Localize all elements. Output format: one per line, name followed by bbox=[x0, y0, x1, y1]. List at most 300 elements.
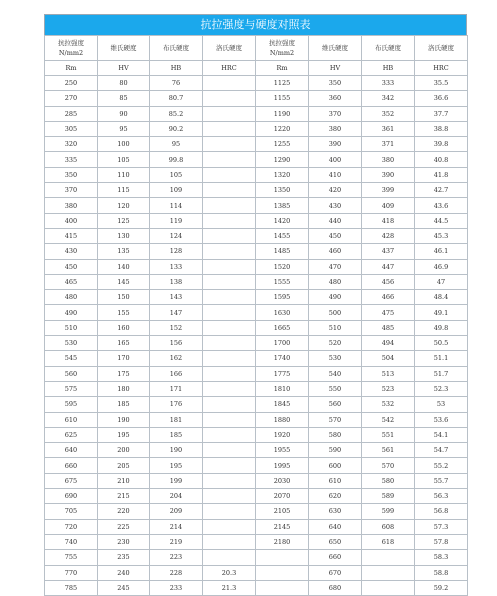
hardness-table-sheet bbox=[44, 14, 467, 596]
vickers-cell: 185 bbox=[98, 397, 150, 412]
vickers-cell: 610 bbox=[309, 473, 362, 488]
brinell-cell: 219 bbox=[150, 534, 203, 549]
brinell-cell: 437 bbox=[362, 244, 415, 259]
rockwell-cell: 40.8 bbox=[415, 152, 468, 167]
table-row bbox=[45, 121, 468, 136]
brinell-cell: 138 bbox=[150, 274, 203, 289]
rockwell-cell: 49.1 bbox=[415, 305, 468, 320]
brinell-cell: 390 bbox=[362, 167, 415, 182]
tensile-cell: 305 bbox=[45, 121, 98, 136]
table-row bbox=[45, 534, 468, 549]
header-brinell: 布氏硬度 bbox=[362, 36, 415, 61]
vickers-cell: 510 bbox=[309, 320, 362, 335]
tensile-cell: 610 bbox=[45, 412, 98, 427]
rockwell-cell: 51.7 bbox=[415, 366, 468, 381]
tensile-cell: 690 bbox=[45, 489, 98, 504]
rockwell-cell bbox=[203, 76, 256, 91]
vickers-cell: 550 bbox=[309, 381, 362, 396]
tensile-cell: 785 bbox=[45, 580, 98, 595]
vickers-cell: 150 bbox=[98, 290, 150, 305]
brinell-cell: 166 bbox=[150, 366, 203, 381]
brinell-cell: 513 bbox=[362, 366, 415, 381]
brinell-cell: 143 bbox=[150, 290, 203, 305]
tensile-cell: 380 bbox=[45, 198, 98, 213]
rockwell-cell: 53 bbox=[415, 397, 468, 412]
rockwell-cell bbox=[203, 121, 256, 136]
vickers-cell: 200 bbox=[98, 443, 150, 458]
tensile-cell: 270 bbox=[45, 91, 98, 106]
brinell-cell: 85.2 bbox=[150, 106, 203, 121]
rockwell-cell bbox=[203, 305, 256, 320]
rockwell-cell: 47 bbox=[415, 274, 468, 289]
brinell-cell: 418 bbox=[362, 213, 415, 228]
vickers-cell: 155 bbox=[98, 305, 150, 320]
brinell-cell: 199 bbox=[150, 473, 203, 488]
table-row bbox=[45, 228, 468, 243]
rockwell-cell: 36.6 bbox=[415, 91, 468, 106]
rockwell-cell bbox=[203, 381, 256, 396]
tensile-cell: 350 bbox=[45, 167, 98, 182]
rockwell-cell bbox=[203, 489, 256, 504]
tensile-cell: 2105 bbox=[256, 504, 309, 519]
brinell-cell: 185 bbox=[150, 427, 203, 442]
table-row bbox=[45, 473, 468, 488]
tensile-cell: 1420 bbox=[256, 213, 309, 228]
table-row bbox=[45, 274, 468, 289]
tensile-cell: 660 bbox=[45, 458, 98, 473]
header-tensile: 抗拉强度 N/mm2 bbox=[45, 36, 98, 61]
rockwell-cell: 51.1 bbox=[415, 351, 468, 366]
vickers-cell: 470 bbox=[309, 259, 362, 274]
brinell-cell: 608 bbox=[362, 519, 415, 534]
vickers-cell: 120 bbox=[98, 198, 150, 213]
brinell-cell: 133 bbox=[150, 259, 203, 274]
tensile-cell: 1920 bbox=[256, 427, 309, 442]
rockwell-cell: 46.9 bbox=[415, 259, 468, 274]
vickers-cell: 350 bbox=[309, 76, 362, 91]
tensile-cell: 1190 bbox=[256, 106, 309, 121]
rockwell-cell: 59.2 bbox=[415, 580, 468, 595]
tensile-cell bbox=[256, 580, 309, 595]
rockwell-cell bbox=[203, 336, 256, 351]
tensile-cell: 1665 bbox=[256, 320, 309, 335]
header-brinell: 布氏硬度 bbox=[150, 36, 203, 61]
tensile-cell: 1220 bbox=[256, 121, 309, 136]
rockwell-cell bbox=[203, 550, 256, 565]
rockwell-cell bbox=[203, 519, 256, 534]
vickers-cell: 215 bbox=[98, 489, 150, 504]
vickers-cell: 240 bbox=[98, 565, 150, 580]
vickers-cell: 195 bbox=[98, 427, 150, 442]
header-rockwell: 洛氏硬度 bbox=[415, 36, 468, 61]
rockwell-cell: 52.3 bbox=[415, 381, 468, 396]
rockwell-cell: 48.4 bbox=[415, 290, 468, 305]
vickers-cell: 95 bbox=[98, 121, 150, 136]
rockwell-cell bbox=[203, 91, 256, 106]
rockwell-cell bbox=[203, 534, 256, 549]
vickers-cell: 160 bbox=[98, 320, 150, 335]
table-row bbox=[45, 381, 468, 396]
tensile-cell: 1520 bbox=[256, 259, 309, 274]
brinell-cell: 214 bbox=[150, 519, 203, 534]
tensile-cell: 400 bbox=[45, 213, 98, 228]
table-row bbox=[45, 580, 468, 595]
tensile-cell: 595 bbox=[45, 397, 98, 412]
table-title: 抗拉强度与硬度对照表 bbox=[44, 14, 467, 35]
rockwell-cell bbox=[203, 274, 256, 289]
tensile-cell: 1255 bbox=[256, 137, 309, 152]
tensile-cell: 1485 bbox=[256, 244, 309, 259]
vickers-cell: 480 bbox=[309, 274, 362, 289]
tensile-cell: 1880 bbox=[256, 412, 309, 427]
brinell-cell bbox=[362, 580, 415, 595]
brinell-cell: 156 bbox=[150, 336, 203, 351]
rockwell-cell bbox=[203, 244, 256, 259]
vickers-cell: 590 bbox=[309, 443, 362, 458]
tensile-cell: 285 bbox=[45, 106, 98, 121]
brinell-cell: 128 bbox=[150, 244, 203, 259]
vickers-cell: 640 bbox=[309, 519, 362, 534]
rockwell-cell: 57.8 bbox=[415, 534, 468, 549]
vickers-cell: 440 bbox=[309, 213, 362, 228]
vickers-cell: 540 bbox=[309, 366, 362, 381]
brinell-cell: 119 bbox=[150, 213, 203, 228]
tensile-cell: 1455 bbox=[256, 228, 309, 243]
brinell-cell: 99.8 bbox=[150, 152, 203, 167]
rockwell-cell: 58.3 bbox=[415, 550, 468, 565]
vickers-cell: 235 bbox=[98, 550, 150, 565]
brinell-cell: 466 bbox=[362, 290, 415, 305]
tensile-cell: 530 bbox=[45, 336, 98, 351]
tensile-cell: 2145 bbox=[256, 519, 309, 534]
table-row bbox=[45, 305, 468, 320]
table-row bbox=[45, 504, 468, 519]
brinell-cell: 504 bbox=[362, 351, 415, 366]
table-row bbox=[45, 290, 468, 305]
brinell-cell: 485 bbox=[362, 320, 415, 335]
vickers-cell: 680 bbox=[309, 580, 362, 595]
brinell-cell: 333 bbox=[362, 76, 415, 91]
vickers-cell: 175 bbox=[98, 366, 150, 381]
rockwell-cell: 37.7 bbox=[415, 106, 468, 121]
brinell-cell: 380 bbox=[362, 152, 415, 167]
brinell-cell: 105 bbox=[150, 167, 203, 182]
tensile-cell: 1740 bbox=[256, 351, 309, 366]
units-row bbox=[45, 61, 468, 76]
tensile-cell: 1775 bbox=[256, 366, 309, 381]
vickers-cell: 420 bbox=[309, 183, 362, 198]
vickers-cell: 100 bbox=[98, 137, 150, 152]
header-vickers: 维氏硬度 bbox=[309, 36, 362, 61]
rockwell-cell bbox=[203, 504, 256, 519]
rockwell-cell bbox=[203, 259, 256, 274]
rockwell-cell bbox=[203, 213, 256, 228]
brinell-cell: 580 bbox=[362, 473, 415, 488]
vickers-cell: 600 bbox=[309, 458, 362, 473]
table-row bbox=[45, 320, 468, 335]
rockwell-cell: 56.3 bbox=[415, 489, 468, 504]
table-row bbox=[45, 183, 468, 198]
brinell-cell: 561 bbox=[362, 443, 415, 458]
vickers-cell: 630 bbox=[309, 504, 362, 519]
brinell-cell: 114 bbox=[150, 198, 203, 213]
rockwell-cell: 46.1 bbox=[415, 244, 468, 259]
tensile-cell: 320 bbox=[45, 137, 98, 152]
vickers-cell: 210 bbox=[98, 473, 150, 488]
brinell-cell: 76 bbox=[150, 76, 203, 91]
tensile-cell: 480 bbox=[45, 290, 98, 305]
unit-hb: HB bbox=[150, 61, 203, 76]
tensile-cell: 1810 bbox=[256, 381, 309, 396]
vickers-cell: 130 bbox=[98, 228, 150, 243]
rockwell-cell: 20.3 bbox=[203, 565, 256, 580]
table-row bbox=[45, 106, 468, 121]
brinell-cell: 171 bbox=[150, 381, 203, 396]
rockwell-cell: 38.8 bbox=[415, 121, 468, 136]
hardness-table bbox=[44, 35, 468, 596]
brinell-cell: 371 bbox=[362, 137, 415, 152]
tensile-cell: 1290 bbox=[256, 152, 309, 167]
brinell-cell: 342 bbox=[362, 91, 415, 106]
vickers-cell: 85 bbox=[98, 91, 150, 106]
table-row bbox=[45, 397, 468, 412]
tensile-cell: 625 bbox=[45, 427, 98, 442]
brinell-cell: 204 bbox=[150, 489, 203, 504]
tensile-cell: 2070 bbox=[256, 489, 309, 504]
tensile-cell: 510 bbox=[45, 320, 98, 335]
unit-rm: Rm bbox=[45, 61, 98, 76]
rockwell-cell: 55.2 bbox=[415, 458, 468, 473]
rockwell-cell: 35.5 bbox=[415, 76, 468, 91]
vickers-cell: 110 bbox=[98, 167, 150, 182]
rockwell-cell bbox=[203, 198, 256, 213]
tensile-cell: 770 bbox=[45, 565, 98, 580]
brinell-cell: 447 bbox=[362, 259, 415, 274]
brinell-cell: 352 bbox=[362, 106, 415, 121]
rockwell-cell: 49.8 bbox=[415, 320, 468, 335]
rockwell-cell: 45.3 bbox=[415, 228, 468, 243]
rockwell-cell bbox=[203, 320, 256, 335]
table-row bbox=[45, 351, 468, 366]
table-row bbox=[45, 167, 468, 182]
rockwell-cell bbox=[203, 137, 256, 152]
table-row bbox=[45, 259, 468, 274]
vickers-cell: 245 bbox=[98, 580, 150, 595]
vickers-cell: 370 bbox=[309, 106, 362, 121]
unit-rm: Rm bbox=[256, 61, 309, 76]
vickers-cell: 580 bbox=[309, 427, 362, 442]
rockwell-cell: 54.1 bbox=[415, 427, 468, 442]
unit-hb: HB bbox=[362, 61, 415, 76]
table-row bbox=[45, 244, 468, 259]
brinell-cell bbox=[362, 565, 415, 580]
tensile-cell: 1595 bbox=[256, 290, 309, 305]
rockwell-cell bbox=[203, 458, 256, 473]
vickers-cell: 135 bbox=[98, 244, 150, 259]
tensile-cell: 1845 bbox=[256, 397, 309, 412]
table-row bbox=[45, 137, 468, 152]
brinell-cell: 428 bbox=[362, 228, 415, 243]
brinell-cell: 95 bbox=[150, 137, 203, 152]
rockwell-cell bbox=[203, 427, 256, 442]
table-row bbox=[45, 550, 468, 565]
table-row bbox=[45, 427, 468, 442]
brinell-cell: 109 bbox=[150, 183, 203, 198]
rockwell-cell bbox=[203, 106, 256, 121]
tensile-cell bbox=[256, 550, 309, 565]
header-row bbox=[45, 36, 468, 61]
table-row bbox=[45, 213, 468, 228]
brinell-cell: 209 bbox=[150, 504, 203, 519]
rockwell-cell: 43.6 bbox=[415, 198, 468, 213]
vickers-cell: 520 bbox=[309, 336, 362, 351]
brinell-cell: 551 bbox=[362, 427, 415, 442]
rockwell-cell: 50.5 bbox=[415, 336, 468, 351]
brinell-cell: 475 bbox=[362, 305, 415, 320]
brinell-cell: 618 bbox=[362, 534, 415, 549]
header-tensile: 抗拉强度 N/mm2 bbox=[256, 36, 309, 61]
vickers-cell: 400 bbox=[309, 152, 362, 167]
vickers-cell: 190 bbox=[98, 412, 150, 427]
brinell-cell: 195 bbox=[150, 458, 203, 473]
table-row bbox=[45, 152, 468, 167]
brinell-cell: 190 bbox=[150, 443, 203, 458]
table-row bbox=[45, 336, 468, 351]
vickers-cell: 360 bbox=[309, 91, 362, 106]
brinell-cell: 124 bbox=[150, 228, 203, 243]
vickers-cell: 90 bbox=[98, 106, 150, 121]
rockwell-cell bbox=[203, 412, 256, 427]
vickers-cell: 180 bbox=[98, 381, 150, 396]
brinell-cell: 90.2 bbox=[150, 121, 203, 136]
tensile-cell: 335 bbox=[45, 152, 98, 167]
tensile-cell bbox=[256, 565, 309, 580]
vickers-cell: 80 bbox=[98, 76, 150, 91]
vickers-cell: 220 bbox=[98, 504, 150, 519]
tensile-cell: 1385 bbox=[256, 198, 309, 213]
unit-hv: HV bbox=[309, 61, 362, 76]
rockwell-cell bbox=[203, 152, 256, 167]
table-row bbox=[45, 458, 468, 473]
brinell-cell: 233 bbox=[150, 580, 203, 595]
tensile-cell: 675 bbox=[45, 473, 98, 488]
vickers-cell: 230 bbox=[98, 534, 150, 549]
rockwell-cell bbox=[203, 443, 256, 458]
tensile-cell: 560 bbox=[45, 366, 98, 381]
vickers-cell: 105 bbox=[98, 152, 150, 167]
vickers-cell: 570 bbox=[309, 412, 362, 427]
tensile-cell: 250 bbox=[45, 76, 98, 91]
vickers-cell: 620 bbox=[309, 489, 362, 504]
vickers-cell: 450 bbox=[309, 228, 362, 243]
tensile-cell: 1630 bbox=[256, 305, 309, 320]
tensile-cell: 1555 bbox=[256, 274, 309, 289]
tensile-cell: 415 bbox=[45, 228, 98, 243]
unit-hrc: HRC bbox=[203, 61, 256, 76]
vickers-cell: 145 bbox=[98, 274, 150, 289]
tensile-cell: 430 bbox=[45, 244, 98, 259]
rockwell-cell: 56.8 bbox=[415, 504, 468, 519]
tensile-cell: 1955 bbox=[256, 443, 309, 458]
tensile-cell: 2180 bbox=[256, 534, 309, 549]
unit-hv: HV bbox=[98, 61, 150, 76]
brinell-cell: 532 bbox=[362, 397, 415, 412]
tensile-cell: 575 bbox=[45, 381, 98, 396]
vickers-cell: 125 bbox=[98, 213, 150, 228]
vickers-cell: 650 bbox=[309, 534, 362, 549]
rockwell-cell: 42.7 bbox=[415, 183, 468, 198]
brinell-cell bbox=[362, 550, 415, 565]
table-row bbox=[45, 565, 468, 580]
vickers-cell: 140 bbox=[98, 259, 150, 274]
brinell-cell: 228 bbox=[150, 565, 203, 580]
vickers-cell: 660 bbox=[309, 550, 362, 565]
rockwell-cell: 58.8 bbox=[415, 565, 468, 580]
rockwell-cell bbox=[203, 351, 256, 366]
vickers-cell: 560 bbox=[309, 397, 362, 412]
brinell-cell: 523 bbox=[362, 381, 415, 396]
tensile-cell: 640 bbox=[45, 443, 98, 458]
tensile-cell: 1125 bbox=[256, 76, 309, 91]
tensile-cell: 1350 bbox=[256, 183, 309, 198]
rockwell-cell: 57.3 bbox=[415, 519, 468, 534]
rockwell-cell: 39.8 bbox=[415, 137, 468, 152]
unit-hrc: HRC bbox=[415, 61, 468, 76]
tensile-cell: 490 bbox=[45, 305, 98, 320]
tensile-cell: 705 bbox=[45, 504, 98, 519]
tensile-cell: 1320 bbox=[256, 167, 309, 182]
rockwell-cell: 54.7 bbox=[415, 443, 468, 458]
tensile-cell: 1995 bbox=[256, 458, 309, 473]
vickers-cell: 430 bbox=[309, 198, 362, 213]
brinell-cell: 361 bbox=[362, 121, 415, 136]
brinell-cell: 181 bbox=[150, 412, 203, 427]
vickers-cell: 530 bbox=[309, 351, 362, 366]
vickers-cell: 170 bbox=[98, 351, 150, 366]
table-row bbox=[45, 489, 468, 504]
vickers-cell: 670 bbox=[309, 565, 362, 580]
tensile-cell: 465 bbox=[45, 274, 98, 289]
tensile-cell: 755 bbox=[45, 550, 98, 565]
rockwell-cell bbox=[203, 183, 256, 198]
vickers-cell: 380 bbox=[309, 121, 362, 136]
table-row bbox=[45, 412, 468, 427]
brinell-cell: 456 bbox=[362, 274, 415, 289]
vickers-cell: 490 bbox=[309, 290, 362, 305]
tensile-cell: 720 bbox=[45, 519, 98, 534]
brinell-cell: 599 bbox=[362, 504, 415, 519]
brinell-cell: 176 bbox=[150, 397, 203, 412]
rockwell-cell bbox=[203, 366, 256, 381]
brinell-cell: 409 bbox=[362, 198, 415, 213]
brinell-cell: 147 bbox=[150, 305, 203, 320]
table-row bbox=[45, 91, 468, 106]
table-row bbox=[45, 443, 468, 458]
rockwell-cell bbox=[203, 290, 256, 305]
tensile-cell: 740 bbox=[45, 534, 98, 549]
brinell-cell: 162 bbox=[150, 351, 203, 366]
rockwell-cell: 55.7 bbox=[415, 473, 468, 488]
header-vickers: 维氏硬度 bbox=[98, 36, 150, 61]
brinell-cell: 223 bbox=[150, 550, 203, 565]
brinell-cell: 80.7 bbox=[150, 91, 203, 106]
table-row bbox=[45, 76, 468, 91]
brinell-cell: 589 bbox=[362, 489, 415, 504]
rockwell-cell: 44.5 bbox=[415, 213, 468, 228]
vickers-cell: 500 bbox=[309, 305, 362, 320]
rockwell-cell bbox=[203, 397, 256, 412]
tensile-cell: 2030 bbox=[256, 473, 309, 488]
